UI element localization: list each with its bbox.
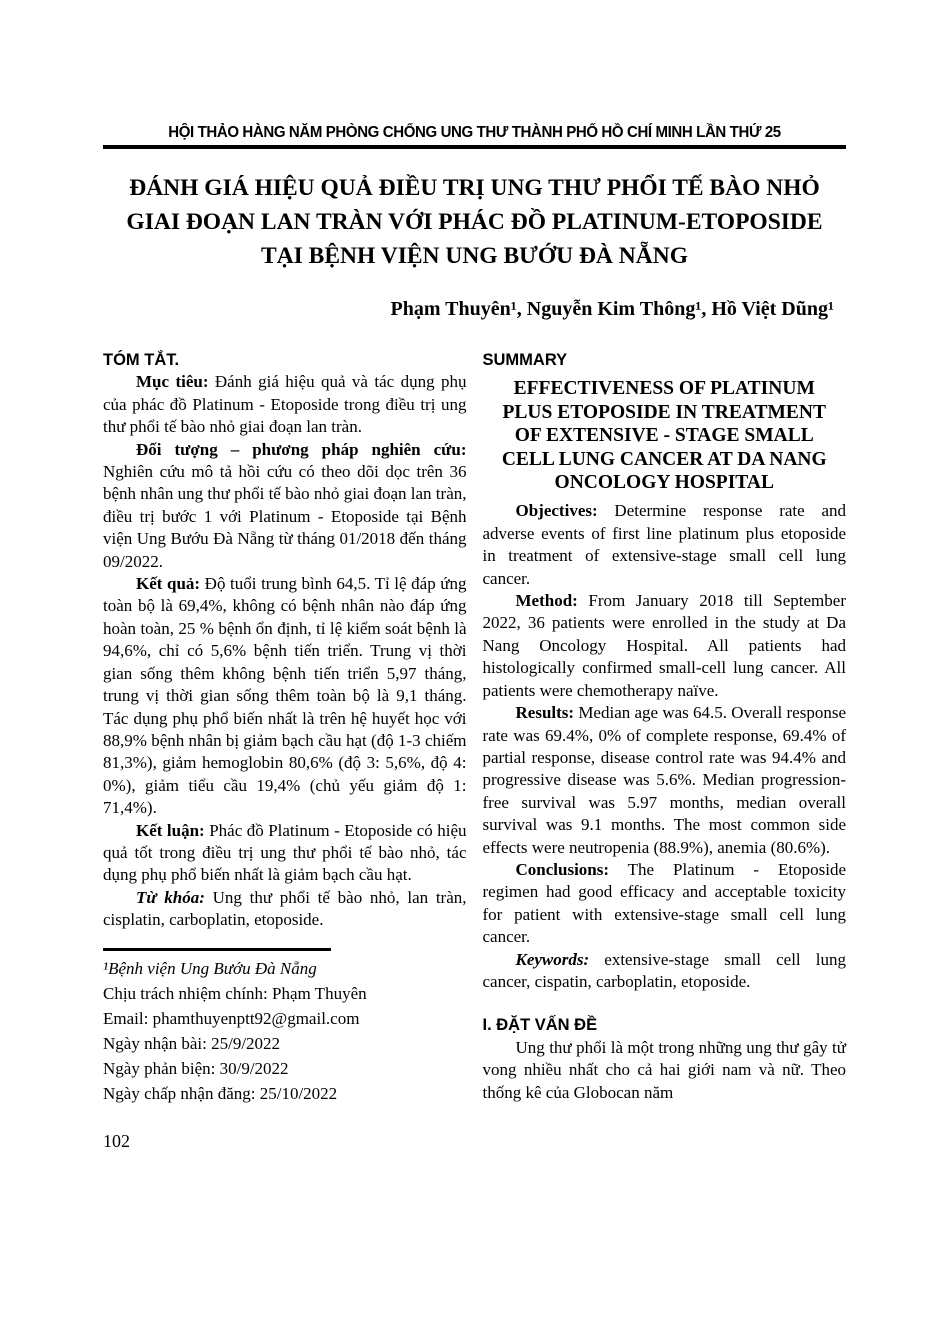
abstract-results <box>103 573 467 819</box>
summary-title-line5: ONCOLOGY HOSPITAL <box>554 472 774 494</box>
summary-english-title <box>483 377 847 494</box>
right-column <box>483 349 847 1152</box>
abstract-methods-label: Đối tượng – phương pháp nghiên cứu: <box>136 439 467 459</box>
abstract-objectives-text: Đánh giá hiệu quả và tác dụng phụ của phác đồ Platinum - Etoposide trong điều trị ung thư phổi tế bào nhỏ giai đoạn lan tràn. <box>103 372 467 437</box>
summary-conclusions-label: Conclusions: <box>515 859 610 879</box>
footnote-rule <box>103 948 331 951</box>
summary-results-text: Median age was 64.5. Overall response rate was 69.4%, 0% of complete response, 69.4% of partial response, disease control rate was 94.4% and progressive disease was 5.6%. Median progression-free survival was 5.97 months, median overall survival was 9.1 months. The most common side effects were neutropenia (88.9%), anemia (80.6%). <box>482 703 846 857</box>
header-rule <box>103 145 846 149</box>
summary-title-line1: EFFECTIVENESS OF PLATINUM <box>513 378 815 400</box>
summary-method <box>483 590 847 702</box>
introduction-paragraph: Ung thư phổi là một trong những ung thư gây tử vong nhiều nhất cho cả hai giới nam và nữ. Theo thống kê của Globocan năm <box>482 1037 846 1102</box>
summary-results-label: Results: <box>515 703 575 723</box>
summary-conclusions-text: The Platinum - Etoposide regimen had good efficacy and acceptable toxicity for patient with extensive-stage small cell lung cancer. <box>482 859 846 947</box>
abstract-conclusions-text: Phác đồ Platinum - Etoposide có hiệu quả tốt trong điều trị ung thư phổi tế bào nhỏ, tác dụng phụ phổ biến nhất là giảm bạch cầu hạt. <box>103 820 467 885</box>
abstract-heading: TÓM TẮT. <box>103 351 180 369</box>
abstract-methods-text: Nghiên cứu mô tả hồi cứu có theo dõi dọc trên 36 bệnh nhân ung thư phổi tế bào nhỏ giai đoạn lan tràn, điều trị bước 1 với Platinum - Etoposide tại Bệnh viện Ung Bướu Đà Nẵng từ tháng 01/2018 đến tháng 09/2022. <box>103 462 467 571</box>
abstract-objectives-label: Mục tiêu: <box>136 372 209 392</box>
summary-heading: SUMMARY <box>482 351 568 369</box>
footnote-reviewed-date: Ngày phản biện: 30/9/2022 <box>103 1058 289 1078</box>
summary-results <box>483 702 847 859</box>
summary-objectives-label: Objectives: <box>515 501 598 521</box>
abstract-results-label: Kết quả: <box>136 574 201 594</box>
footnote-affiliation: ¹Bệnh viện Ung Bướu Đà Nẵng <box>103 958 317 978</box>
summary-conclusions <box>483 859 847 949</box>
authors-line: Phạm Thuyên¹, Nguyễn Kim Thông¹, Hồ Việt Dũng¹ <box>390 298 834 320</box>
running-head: HỘI THẢO HÀNG NĂM PHÒNG CHỐNG UNG THƯ THÀNH PHỐ HỒ CHÍ MINH LẦN THỨ 25 <box>168 124 781 141</box>
abstract-keywords <box>103 887 467 932</box>
footnote-block <box>103 948 467 1106</box>
left-column <box>103 349 467 1152</box>
footnote-received-date: Ngày nhận bài: 25/9/2022 <box>103 1033 281 1053</box>
page-content <box>103 0 846 1152</box>
introduction-heading: I. ĐẶT VẤN ĐỀ <box>482 1016 598 1035</box>
summary-keywords-text: extensive-stage small cell lung cancer, cispatin, carboplatin, etoposide. <box>482 949 846 991</box>
abstract-conclusions <box>103 820 467 887</box>
abstract-methods <box>103 439 467 573</box>
two-column-body <box>103 349 846 1152</box>
article-title-line3: TẠI BỆNH VIỆN UNG BƯỚU ĐÀ NẴNG <box>261 243 688 269</box>
summary-title-line3: OF EXTENSIVE - STAGE SMALL <box>514 425 814 447</box>
footnote-email: Email: phamthuyenptt92@gmail.com <box>103 1008 360 1028</box>
summary-objectives-text: Determine response rate and adverse events of first line platinum plus etoposide in treatment of extensive-stage small cell lung cancer. <box>482 501 846 588</box>
abstract-objectives <box>103 371 467 438</box>
article-title-line2: GIAI ĐOẠN LAN TRÀN VỚI PHÁC ĐỒ PLATINUM-ETOPOSIDE <box>126 209 823 235</box>
footnote-responsible: Chịu trách nhiệm chính: Phạm Thuyên <box>103 983 367 1003</box>
summary-title-line4: CELL LUNG CANCER AT DA NANG <box>501 448 827 470</box>
summary-objectives <box>483 500 847 590</box>
summary-method-text: From January 2018 till September 2022, 36 patients were enrolled in the study at Da Nang Oncology Hospital. All patients had histologically confirmed small-cell lung cancer. All patients were chemotherapy naïve. <box>482 591 846 700</box>
abstract-results-text: Độ tuổi trung bình 64,5. Tỉ lệ đáp ứng toàn bộ là 69,4%, không có bệnh nhân nào đáp ứng hoàn toàn, 25 % bệnh ổn định, tỉ lệ kiểm soát bệnh là 94,6%, chỉ có 5,6% bệnh tiến triển. Trung vị thời gian sống thêm không bệnh tiến triển 5,97 tháng, trung vị thời gian sống thêm toàn bộ là 9,1 tháng. Tác dụng phụ phổ biến nhất là trên hệ huyết học với 88,9% bệnh nhân bị giảm bạch cầu hạt (độ 1-3 chiếm 81,3%), giảm hemoglobin 80,6% (độ 3: 5,6%, độ 4: 0%), giảm tiểu cầu 19,4% (chủ yếu giảm độ 1: 71,4%). <box>103 574 467 818</box>
summary-title-line2: PLUS ETOPOSIDE IN TREATMENT <box>502 401 826 423</box>
summary-keywords-label: Keywords: <box>515 949 590 969</box>
page-number: 102 <box>103 1130 130 1151</box>
abstract-conclusions-label: Kết luận: <box>136 820 205 840</box>
footnote-accepted-date: Ngày chấp nhận đăng: 25/10/2022 <box>103 1083 338 1103</box>
abstract-keywords-label: Từ khóa: <box>136 887 205 907</box>
abstract-keywords-text: Ung thư phổi tế bào nhỏ, lan tràn, cisplatin, carboplatin, etoposide. <box>103 887 467 930</box>
summary-keywords <box>483 949 847 994</box>
article-title-line1: ĐÁNH GIÁ HIỆU QUẢ ĐIỀU TRỊ UNG THƯ PHỔI TẾ BÀO NHỎ <box>129 175 820 201</box>
article-title <box>103 171 846 273</box>
summary-method-label: Method: <box>515 591 578 611</box>
